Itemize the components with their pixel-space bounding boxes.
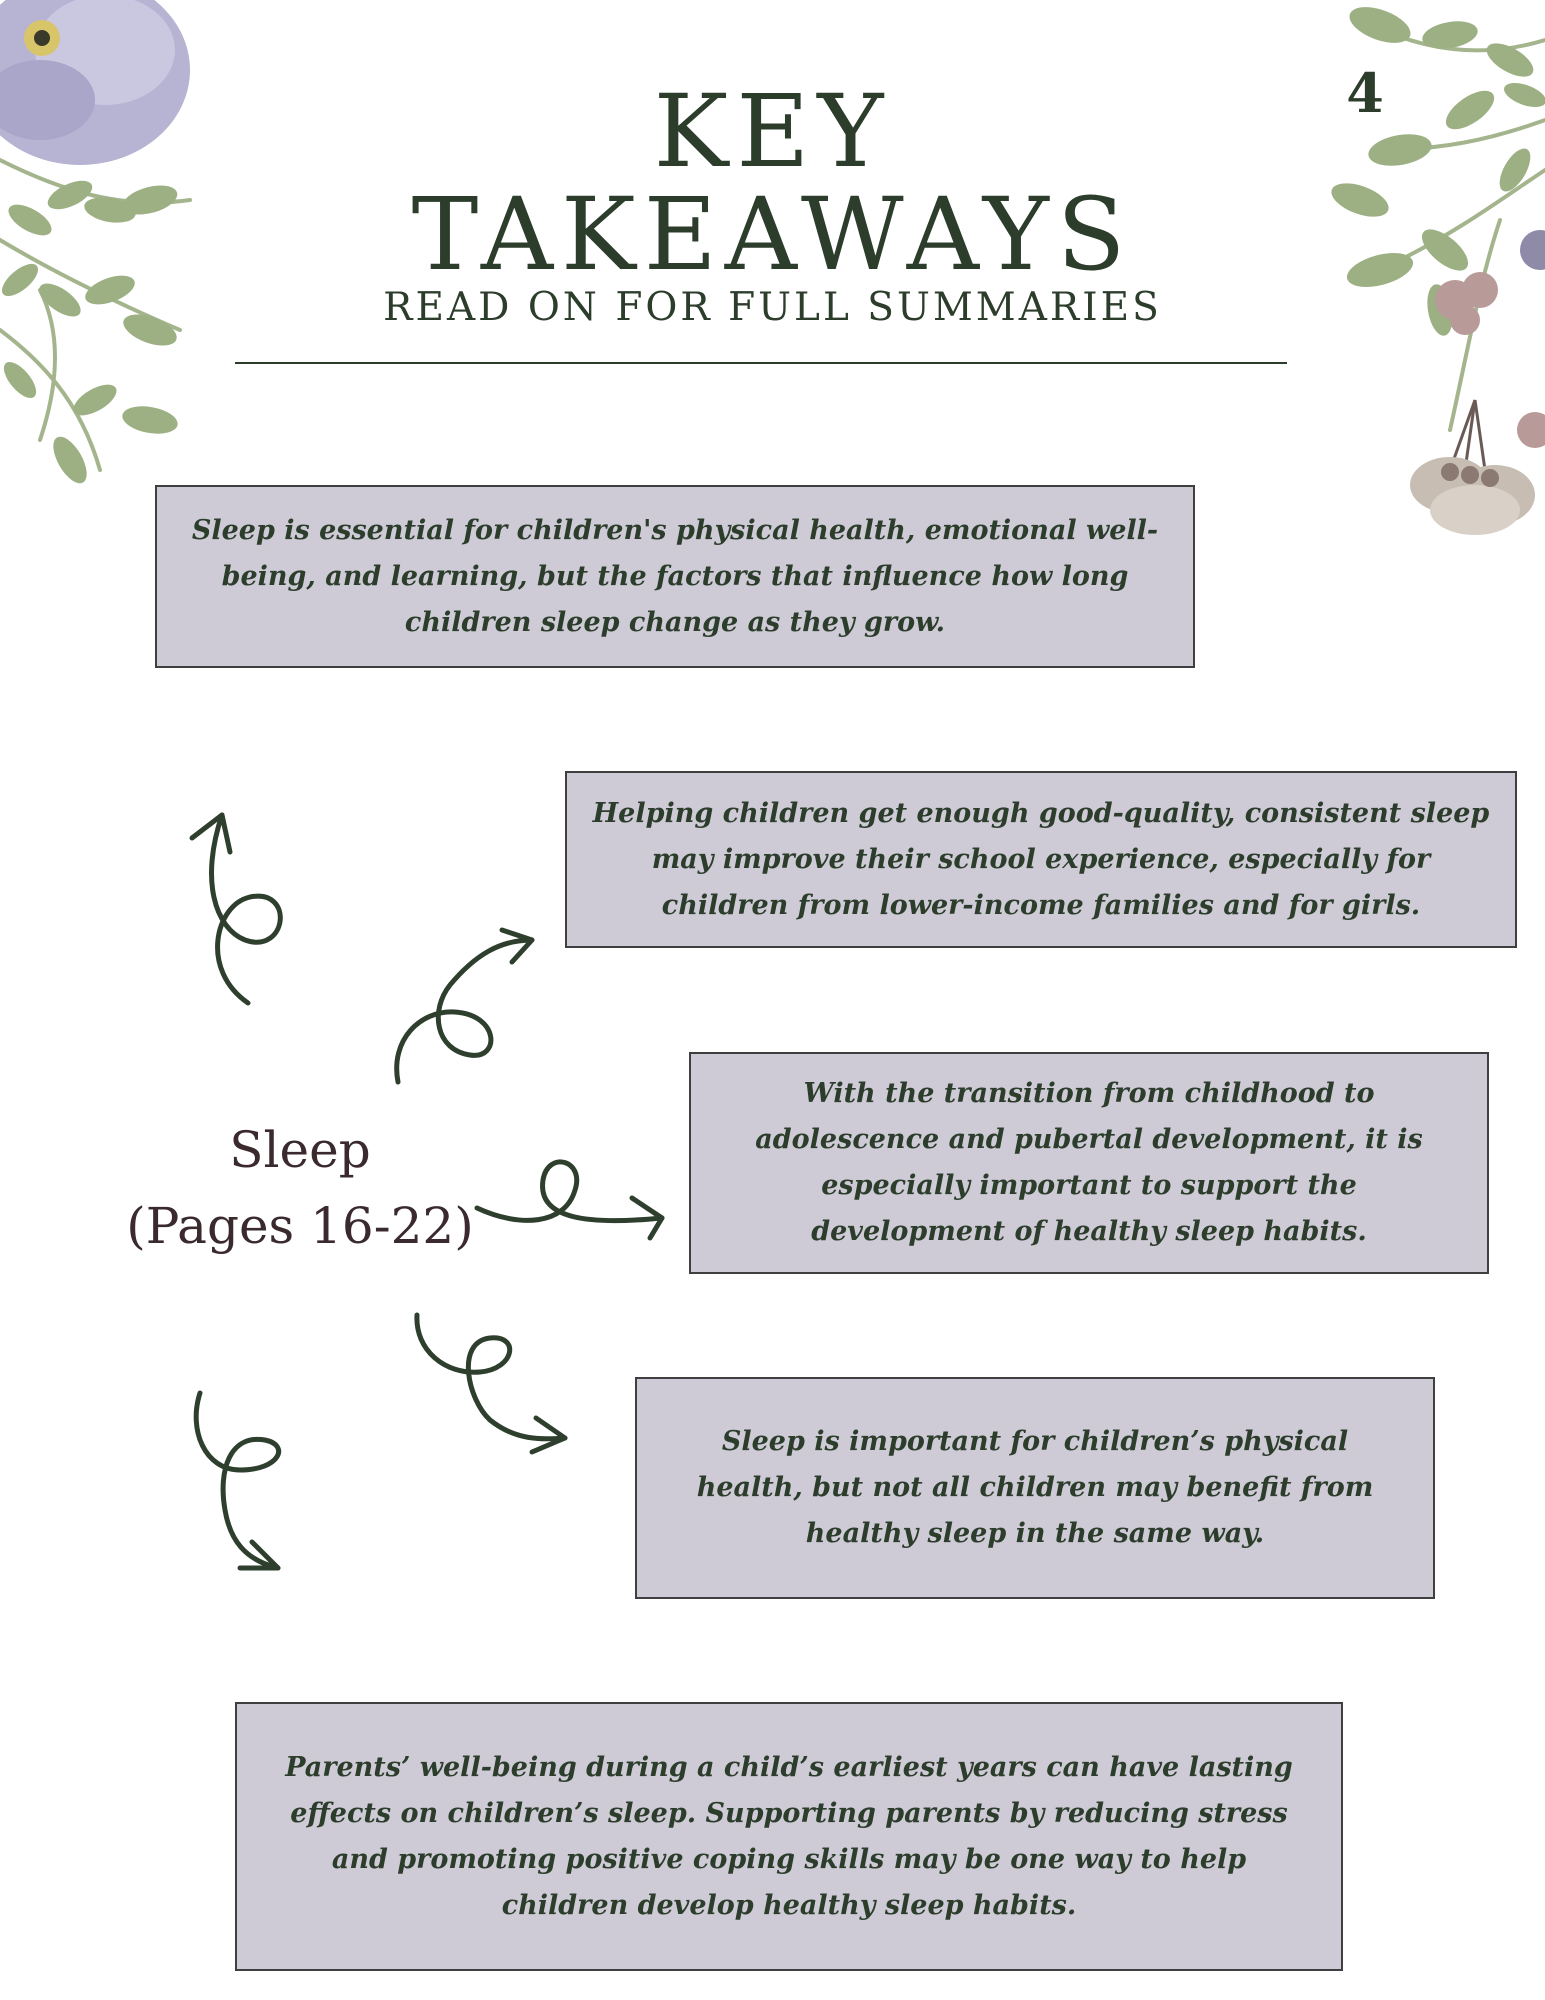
- page-title-line-1: KEY: [653, 73, 892, 190]
- curly-arrow-right-icon: [477, 1162, 662, 1238]
- takeaway-text-5: Parents’ well-being during a child’s earliest years can have lasting effects on children’s sleep. Supporting parents by reducing stress and promoting positive coping skills may be one way to help children develop healthy sleep habits.: [285, 1751, 1293, 1921]
- page-subtitle: READ ON FOR FULL SUMMARIES: [383, 285, 1162, 330]
- takeaway-text-1: Sleep is essential for children's physical health, emotional well-being, and learning, but the factors that influence how long children sleep change as they grow.: [191, 514, 1159, 638]
- topic-pages: (Pages 16-22): [126, 1197, 474, 1255]
- takeaway-text-2: Helping children get enough good-quality, consistent sleep may improve their school experience, especially for children from lower-income families and for girls.: [592, 797, 1490, 921]
- curly-arrow-up-icon: [192, 815, 280, 1003]
- takeaway-text-4: Sleep is important for children’s physical health, but not all children may benefit from healthy sleep in the same way.: [696, 1426, 1374, 1549]
- topic-label: Sleep: [229, 1121, 371, 1179]
- curly-arrow-down-right-icon: [417, 1315, 565, 1452]
- page-title-line-2: TAKEAWAYS: [411, 176, 1134, 293]
- curly-arrow-up-right-icon: [397, 930, 532, 1082]
- curly-arrow-down-icon: [196, 1393, 278, 1568]
- takeaway-text-3: With the transition from childhood to adolescence and pubertal development, it is especially important to support the development of healthy sleep habits.: [755, 1078, 1423, 1247]
- page-number: 4: [1346, 61, 1384, 125]
